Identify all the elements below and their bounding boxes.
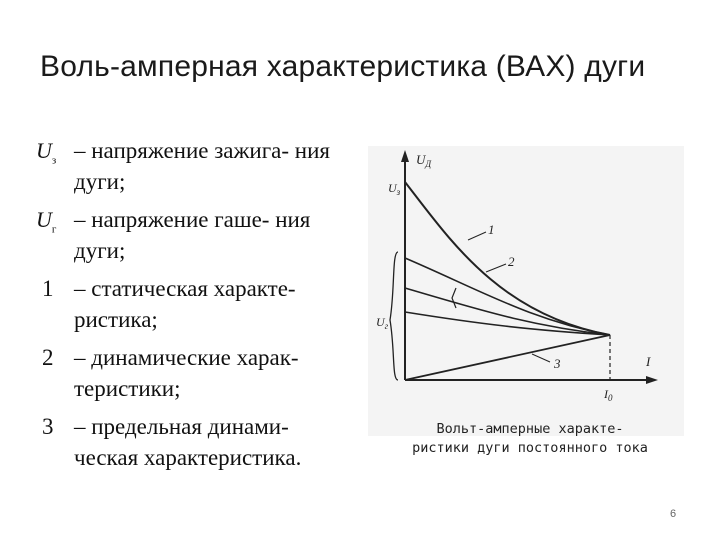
curve-label-2: 2 [508, 254, 515, 269]
legend-text: – напряжение гаше- ния дуги; [74, 207, 311, 263]
figure-caption [380, 420, 680, 458]
legend-item-ug [36, 204, 356, 266]
legend-item-2 [36, 342, 356, 404]
legend-symbol: $U_з$ [36, 138, 57, 167]
caption-line-1: Вольт-амперные характе- [436, 421, 624, 437]
caption-line-2: ристики дуги постоянного тока [412, 440, 648, 456]
legend-text: – напряжение зажига- ния дуги; [74, 138, 330, 194]
y-axis-label: $U_Д$ [416, 152, 432, 169]
legend-symbol: 1 [42, 276, 54, 301]
legend-symbol: 3 [42, 414, 54, 439]
slide-title: Воль-амперная характеристика (ВАХ) дуги [40, 50, 646, 83]
legend-item-uz [36, 135, 356, 197]
uz-label: $U_з$ [388, 181, 401, 197]
legend-text: – динамические харак- теристики; [74, 345, 299, 401]
legend-text: – предельная динами- ческая характеристика. [74, 414, 302, 470]
legend-symbol: 2 [42, 345, 54, 370]
ug-label: $U_г$ [376, 315, 389, 331]
legend-item-3 [36, 411, 356, 473]
curve-label-3: 3 [554, 356, 561, 371]
legend-text: – статическая характе- ристика; [74, 276, 296, 332]
i0-label: $I_0$ [604, 387, 613, 403]
legend-item-1 [36, 273, 356, 335]
legend-symbol: $U_г$ [36, 207, 57, 236]
x-axis-label: I [646, 354, 651, 369]
legend [36, 135, 356, 480]
page-number: 6 [670, 508, 677, 520]
curve-label-1: 1 [488, 222, 495, 237]
